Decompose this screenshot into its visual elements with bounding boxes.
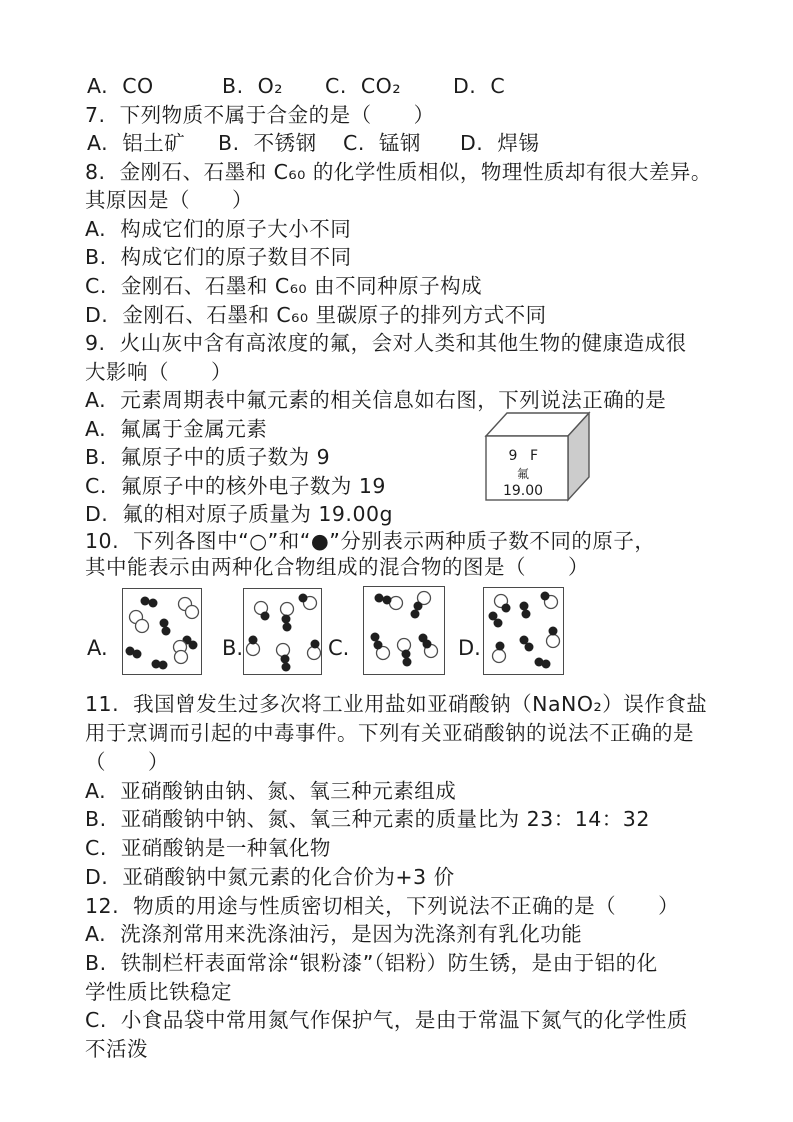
q10-diagram-label-c: C. [328,636,350,660]
q9-option-b: B. 氟原子中的质子数为 9 [85,445,331,469]
molecule-diagram-d [483,587,564,675]
q7-option-d: D. 焊锡 [460,131,540,155]
black-atom-icon [141,597,150,606]
q12-option-b-line2: 学性质比铁稳定 [85,980,232,1004]
black-atom-icon [160,619,169,628]
q9-stem-line3: A. 元素周期表中氟元素的相关信息如右图，下列说法正确的是 [85,388,667,412]
element-cube-fluorine [480,406,598,508]
black-atom-icon [261,612,270,621]
black-atom-icon [402,650,411,659]
q8-option-a: A. 构成它们的原子大小不同 [85,217,352,241]
white-atom-icon [390,597,403,610]
black-atom-icon [414,602,423,611]
black-atom-icon [541,592,550,601]
q12-stem: 12. 物质的用途与性质密切相关，下列说法不正确的是（ ） [85,894,680,918]
q11-option-b: B. 亚硝酸钠中钠、氮、氧三种元素的质量比为 23：14：32 [85,807,650,831]
white-atom-icon [175,651,188,664]
q11-stem-line3: （ ） [85,750,169,774]
black-atom-icon [299,594,308,603]
q6-option-c: C. CO₂ [325,74,402,98]
q12-option-c-line2: 不活泼 [85,1037,148,1061]
q8-stem-line2: 其原因是（ ） [85,188,253,212]
black-atom-icon [525,643,534,652]
q6-option-a: A. CO [87,74,154,98]
q6-option-b: B. O₂ [222,74,283,98]
molecule-diagram-b [243,588,322,675]
q8-stem-line1: 8. 金刚石、石墨和 C₆₀ 的化学性质相似，物理性质却有很大差异。 [85,160,712,184]
black-atom-icon [283,623,292,632]
q12-option-c-line1: C. 小食品袋中常用氮气作保护气，是由于常温下氮气的化学性质 [85,1008,688,1032]
white-atom-icon [136,620,149,633]
black-atom-icon [311,640,320,649]
q11-stem-line1: 11. 我国曾发生过多次将工业用盐如亚硝酸钠（NaNO₂）误作食盐 [85,692,708,716]
q10-diagram-label-b: B. [222,636,244,660]
molecule-diagram-a [122,588,202,675]
white-atom-icon [281,603,294,616]
black-atom-icon [133,650,142,659]
q11-stem-line2: 用于烹调而引起的中毒事件。下列有关亚硝酸钠的说法不正确的是 [85,721,694,745]
q12-option-b-line1: B. 铁制栏杆表面常涂“银粉漆”（铝粉）防生锈，是由于铝的化 [85,951,658,975]
element-name: 氟 [516,467,530,481]
white-atom-icon [493,650,506,663]
white-atom-icon [308,647,321,660]
q11-option-a: A. 亚硝酸钠由钠、氮、氧三种元素组成 [85,779,457,803]
black-atom-icon [149,599,158,608]
black-atom-icon [502,604,511,613]
q7-stem: 7. 下列物质不属于合金的是（ ） [85,103,435,127]
black-atom-icon [542,660,551,669]
black-atom-icon [375,594,384,603]
q10-diagram-label-d: D. [458,636,481,660]
q9-option-a: A. 氟属于金属元素 [85,417,268,441]
white-atom-icon [186,606,199,619]
black-atom-icon [403,658,412,667]
black-atom-icon [423,640,432,649]
q8-option-c: C. 金刚石、石墨和 C₆₀ 由不同种原子构成 [85,274,483,298]
black-atom-icon [411,610,420,619]
black-atom-icon [520,602,529,611]
black-atom-icon [282,663,291,672]
q8-option-d: D. 金刚石、石墨和 C₆₀ 里碳原子的排列方式不同 [85,303,547,327]
black-atom-icon [189,641,198,650]
black-atom-icon [159,661,168,670]
q10-stem-line2: 其中能表示由两种化合物组成的混合物的图是（ ） [85,555,589,579]
black-atom-icon [383,596,392,605]
element-atomic-number: 9 [508,448,518,464]
element-symbol: F [529,448,539,464]
white-atom-icon [277,644,290,657]
black-atom-icon [371,633,380,642]
q11-option-c: C. 亚硝酸钠是一种氧化物 [85,836,331,860]
black-atom-icon [162,627,171,636]
white-atom-icon [398,639,411,652]
black-atom-icon [374,641,383,650]
molecule-diagram-c [363,586,445,675]
q7-option-a: A. 铝土矿 [87,131,186,155]
q9-option-d: D. 氟的相对原子质量为 19.00g [85,502,394,526]
q7-option-b: B. 不锈钢 [218,131,317,155]
black-atom-icon [522,610,531,619]
q12-option-a: A. 洗涤剂常用来洗涤油污，是因为洗涤剂有乳化功能 [85,922,583,946]
q10-stem-line1: 10. 下列各图中“○”和“●”分别表示两种质子数不同的原子， [85,529,656,553]
q9-stem-line1: 9. 火山灰中含有高浓度的氟，会对人类和其他生物的健康造成很 [85,331,687,355]
q7-option-c: C. 锰钢 [343,131,421,155]
q10-diagram-label-a: A. [87,636,108,660]
element-atomic-mass: 19.00 [502,483,544,499]
black-atom-icon [282,615,291,624]
black-atom-icon [249,636,258,645]
black-atom-icon [496,642,505,651]
q9-stem-line2: 大影响（ ） [85,360,232,384]
black-atom-icon [281,655,290,664]
q11-option-d: D. 亚硝酸钠中氮元素的化合价为+3 价 [85,865,455,889]
q9-option-c: C. 氟原子中的核外电子数为 19 [85,474,386,498]
q8-option-b: B. 构成它们的原子数目不同 [85,245,352,269]
black-atom-icon [549,627,558,636]
q6-option-d: D. C [453,74,506,98]
black-atom-icon [494,619,503,628]
white-atom-icon [547,635,560,648]
